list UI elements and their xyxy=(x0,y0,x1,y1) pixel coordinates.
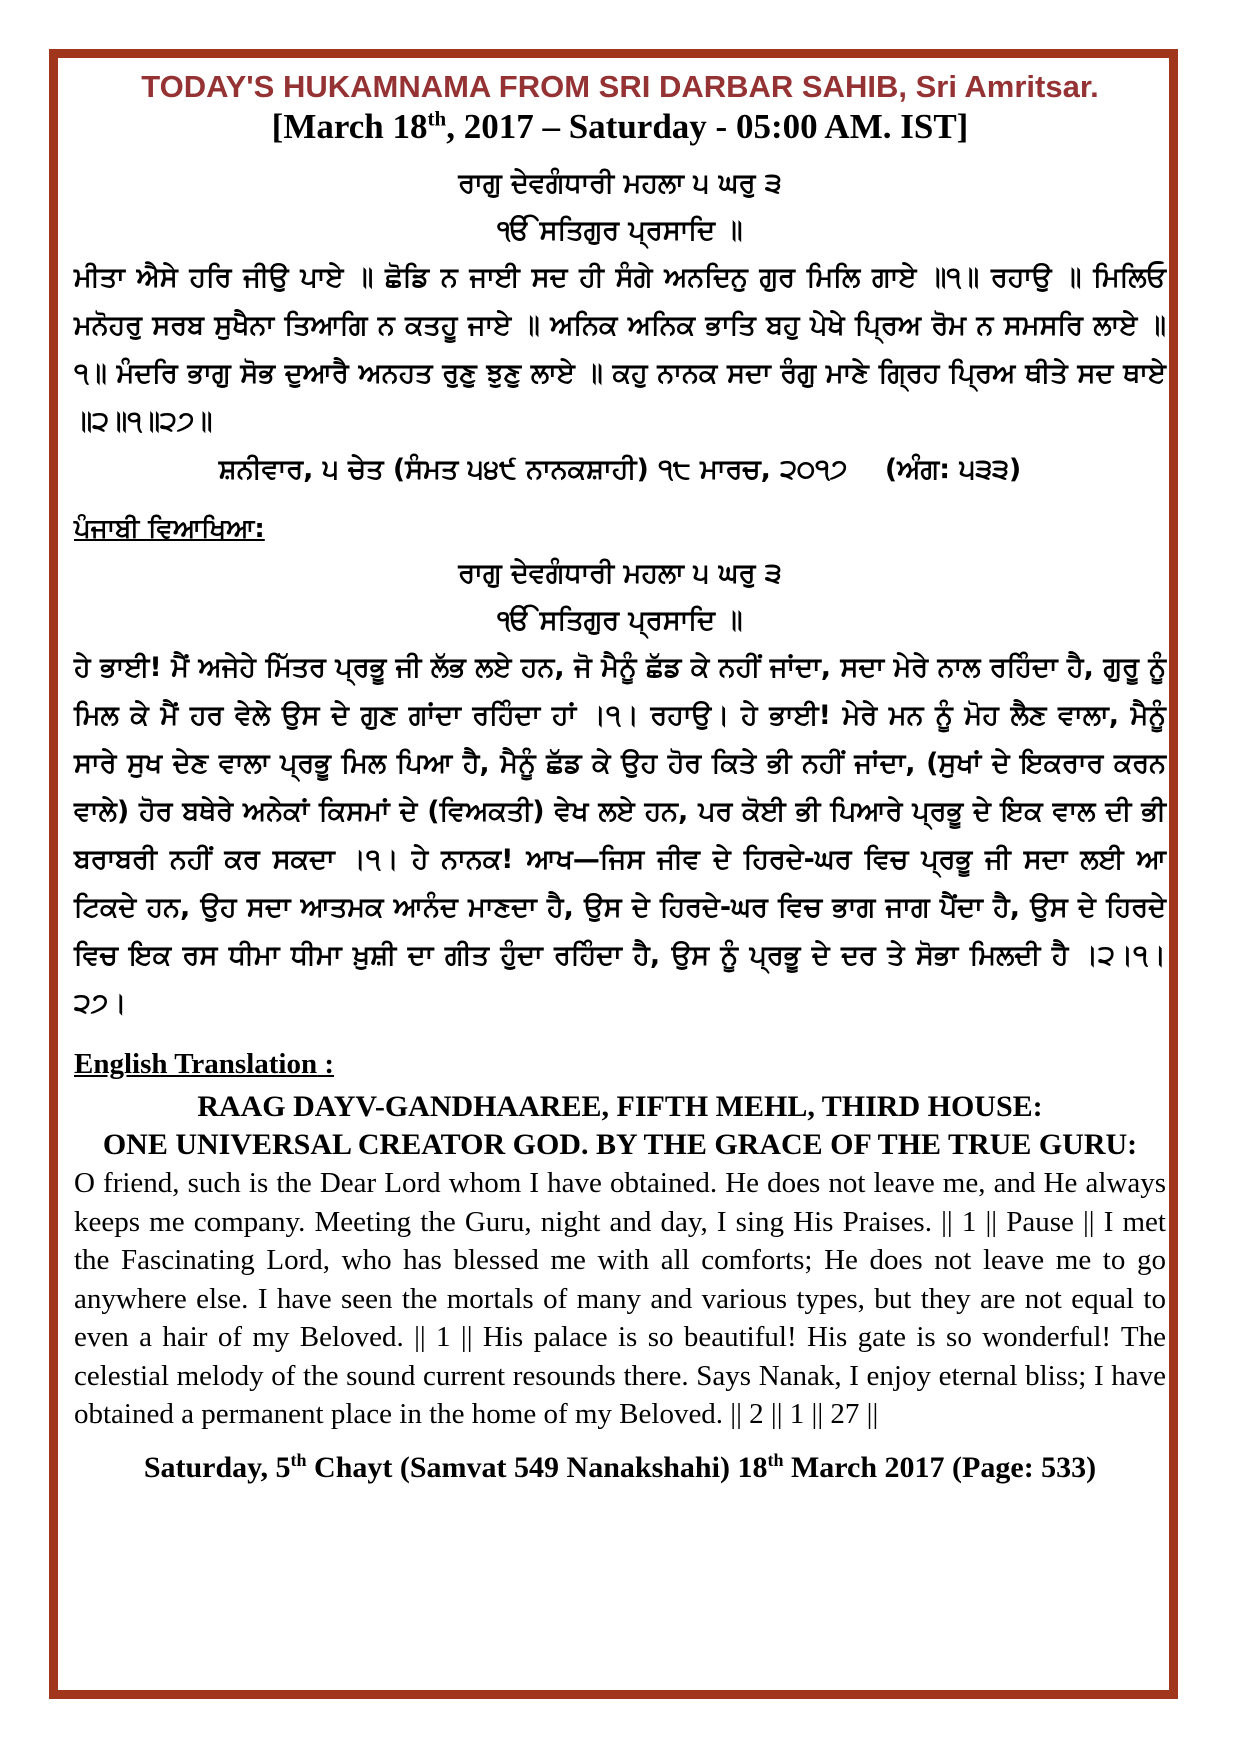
place-name: Sri Amritsar. xyxy=(915,69,1099,104)
hukamnama-document xyxy=(74,68,1166,1488)
date-line: [March 18th, 2017 – Saturday - 05:00 AM. IST] xyxy=(271,106,969,146)
vyakhya-heading: ਪੰਜਾਬੀ ਵਿਆਖਿਆ: xyxy=(74,514,265,544)
gurbani-mool: ੴ ਸਤਿਗੁਰ ਪ੍ਰਸਾਦਿ ॥ xyxy=(497,215,743,246)
ang-number: (ਅੰਗ: ੫੩੩) xyxy=(884,454,1022,485)
vyakhya-raag: ਰਾਗੁ ਦੇਵਗੰਧਾਰੀ ਮਹਲਾ ੫ ਘਰੁ ੩ xyxy=(458,558,782,589)
gurbani-text: ਮੀਤਾ ਐਸੇ ਹਰਿ ਜੀਉ ਪਾਏ ॥ ਛੋਡਿ ਨ ਜਾਈ ਸਦ ਹੀ ਸੰਗੇ ਅਨਦਿਨੁ ਗੁਰ ਮਿਲਿ ਗਾਏ ॥੧॥ ਰਹਾਉ ॥ ਮਿਲਿਓ ਮਨੋਹਰੁ ਸਰਬ ਸੁਖੈਨਾ ਤਿਆਗਿ ਨ ਕਤਹੂ ਜਾਏ ॥ ਅਨਿਕ ਅਨਿਕ ਭਾਤਿ ਬਹੁ ਪੇਖੇ ਪ੍ਰਿਅ ਰੋਮ ਨ ਸਮਸਰਿ ਲਾਏ ॥੧॥ ਮੰਦਰਿ ਭਾਗੁ ਸੋਭ ਦੁਆਰੈ ਅਨਹਤ ਰੁਣੁ ਝੁਣੁ ਲਾਏ ॥ ਕਹੁ ਨਾਨਕ ਸਦਾ ਰੰਗੁ ਮਾਣੇ ਗ੍ਰਿਹ ਪ੍ਰਿਅ ਥੀਤੇ ਸਦ ਥਾਏ ॥੨॥੧॥੨੭॥ xyxy=(74,262,1166,437)
footer-date: Saturday, 5th Chayt (Samvat 549 Nanakshahi) 18th March 2017 (Page: 533) xyxy=(143,1449,1097,1484)
english-raag-line1: RAAG DAYV-GANDHAAREE, FIFTH MEHL, THIRD HOUSE: xyxy=(197,1090,1043,1123)
english-raag-line2: ONE UNIVERSAL CREATOR GOD. BY THE GRACE OF THE TRUE GURU: xyxy=(102,1128,1138,1161)
vyakhya-mool: ੴ ਸਤਿਗੁਰ ਪ੍ਰਸਾਦਿ ॥ xyxy=(497,605,743,636)
english-translation: O friend, such is the Dear Lord whom I have obtained. He does not leave me, and He always keeps me company. Meeting the Guru, night and day, I sing His Praises. || 1 || Pause || I met the Fascinating Lord, who has blessed me with all comforts; He does not leave me to go anywhere else. I have seen the mortals of many and various types, but they are not equal to even a hair of my Beloved. || 1 || His palace is so beautiful! His gate is so wonderful! The celestial melody of the sound current resounds there. Says Nanak, I enjoy eternal bliss; I have obtained a permanent place in the home of my Beloved. || 2 || 1 || 27 || xyxy=(74,1167,1166,1430)
gurbani-raag: ਰਾਗੁ ਦੇਵਗੰਧਾਰੀ ਮਹਲਾ ੫ ਘਰੁ ੩ xyxy=(458,168,782,199)
vyakhya-text: ਹੇ ਭਾਈ! ਮੈਂ ਅਜੇਹੇ ਮਿੱਤਰ ਪ੍ਰਭੂ ਜੀ ਲੱਭ ਲਏ ਹਨ, ਜੋ ਮੈਨੂੰ ਛੱਡ ਕੇ ਨਹੀਂ ਜਾਂਦਾ, ਸਦਾ ਮੇਰੇ ਨਾਲ ਰਹਿੰਦਾ ਹੈ, ਗੁਰੂ ਨੂੰ ਮਿਲ ਕੇ ਮੈਂ ਹਰ ਵੇਲੇ ਉਸ ਦੇ ਗੁਣ ਗਾਂਦਾ ਰਹਿੰਦਾ ਹਾਂ ।੧। ਰਹਾਉ। ਹੇ ਭਾਈ! ਮੇਰੇ ਮਨ ਨੂੰ ਮੋਹ ਲੈਣ ਵਾਲਾ, ਮੈਨੂੰ ਸਾਰੇ ਸੁਖ ਦੇਣ ਵਾਲਾ ਪ੍ਰਭੂ ਮਿਲ ਪਿਆ ਹੈ, ਮੈਨੂੰ ਛੱਡ ਕੇ ਉਹ ਹੋਰ ਕਿਤੇ ਭੀ ਨਹੀਂ ਜਾਂਦਾ, (ਸੁਖਾਂ ਦੇ ਇਕਰਾਰ ਕਰਨ ਵਾਲੇ) ਹੋਰ ਬਥੇਰੇ ਅਨੇਕਾਂ ਕਿਸਮਾਂ ਦੇ (ਵਿਅਕਤੀ) ਵੇਖ ਲਏ ਹਨ, ਪਰ ਕੋਈ ਭੀ ਪਿਆਰੇ ਪ੍ਰਭੂ ਦੇ ਇਕ ਵਾਲ ਦੀ ਭੀ ਬਰਾਬਰੀ ਨਹੀਂ ਕਰ ਸਕਦਾ ।੧। ਹੇ ਨਾਨਕ! ਆਖ—ਜਿਸ ਜੀਵ ਦੇ ਹਿਰਦੇ-ਘਰ ਵਿਚ ਪ੍ਰਭੂ ਜੀ ਸਦਾ ਲਈ ਆ ਟਿਕਦੇ ਹਨ, ਉਹ ਸਦਾ ਆਤਮਕ ਆਨੰਦ ਮਾਣਦਾ ਹੈ, ਉਸ ਦੇ ਹਿਰਦੇ-ਘਰ ਵਿਚ ਭਾਗ ਜਾਗ ਪੈਂਦਾ ਹੈ, ਉਸ ਦੇ ਹਿਰਦੇ ਵਿਚ ਇਕ ਰਸ ਧੀਮਾ ਧੀਮਾ ਖ਼ੁਸ਼ੀ ਦਾ ਗੀਤ ਹੁੰਦਾ ਰਹਿੰਦਾ ਹੈ, ਉਸ ਨੂੰ ਪ੍ਰਭੂ ਦੇ ਦਰ ਤੇ ਸੋਭਾ ਮਿਲਦੀ ਹੈ ।੨।੧।੨੭। xyxy=(74,652,1166,1019)
english-heading: English Translation : xyxy=(74,1048,335,1080)
page-title: TODAY'S HUKAMNAMA FROM SRI DARBAR SAHIB, Sri Amritsar. xyxy=(141,69,1099,104)
nanakshahi-date: ਸ਼ਨੀਵਾਰ, ੫ ਚੇਤ (ਸੰਮਤ ੫੪੯ ਨਾਨਕਸ਼ਾਹੀ) ੧੮ ਮਾਰਚ, ੨੦੧੭ (ਅੰਗ: ੫੩੩) xyxy=(218,454,1022,485)
